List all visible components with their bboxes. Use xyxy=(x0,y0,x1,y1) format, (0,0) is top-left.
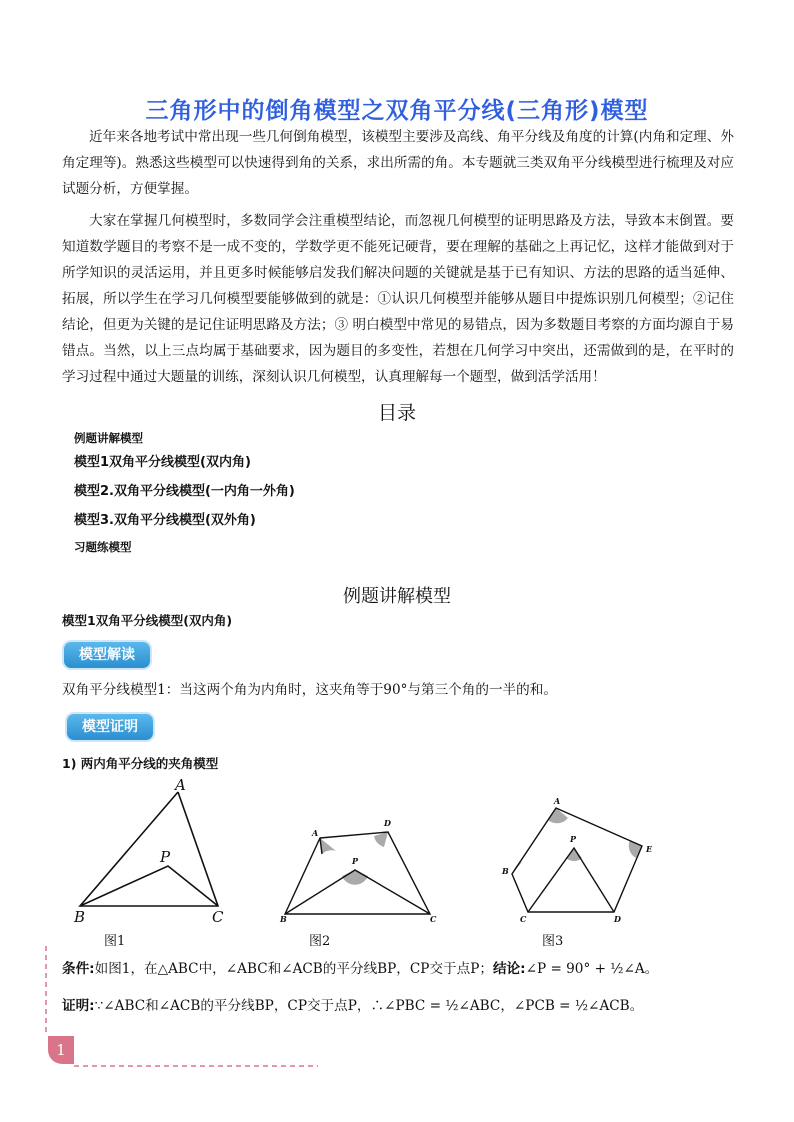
toc-item: 模型3.双角平分线模型(双外角) xyxy=(74,513,256,528)
fig3-label-b: B xyxy=(502,866,509,876)
fig3-label-a: A xyxy=(554,796,561,806)
fig1-label-c: C xyxy=(212,908,224,926)
fig2-label-b: B xyxy=(280,914,287,924)
fig2-label-p: P xyxy=(352,856,359,866)
toc-item: 例题讲解模型 xyxy=(74,431,143,445)
figure-caption-1: 图1 xyxy=(104,934,126,949)
model-title: 模型1双角平分线模型(双内角) xyxy=(62,613,233,628)
proof-label: 证明: xyxy=(62,998,95,1014)
page-title: 三角形中的倒角模型之双角平分线(三角形)模型 xyxy=(145,98,649,124)
condition-label: 条件: xyxy=(62,961,95,977)
fig1-label-b: B xyxy=(74,908,86,926)
fig3-label-p: P xyxy=(570,834,577,844)
toc-item: 习题练模型 xyxy=(74,540,132,554)
page-number: 1 xyxy=(48,1036,74,1064)
fig2-label-a: A xyxy=(312,828,319,838)
badge-model-explain: 模型解读 xyxy=(64,642,150,668)
fig1-label-p: P xyxy=(160,848,171,866)
fig3-label-d: D xyxy=(614,914,621,924)
figure-heading: 1) 两内角平分线的夹角模型 xyxy=(62,756,219,771)
toc-item: 模型1双角平分线模型(双内角) xyxy=(74,455,251,470)
fig2-label-c: C xyxy=(430,914,437,924)
toc-item: 模型2.双角平分线模型(一内角一外角) xyxy=(74,484,295,499)
conclusion-text: ∠P = 90° + ½∠A。 xyxy=(525,961,659,977)
toc-title: 目录 xyxy=(377,402,416,424)
intro-paragraph-1: 近年来各地考试中常出现一些几何倒角模型，该模型主要涉及高线、角平分线及角度的计算(内角和定理、外角定理等)。熟悉这些模型可以快速得到角的关系，求出所需的角。本专题就三类双角平分线模型进行梳理及对应试题分析，方便掌握。 xyxy=(62,129,734,197)
section-title: 例题讲解模型 xyxy=(343,586,451,607)
conclusion-label: 结论: xyxy=(492,961,526,977)
fig3-label-e: E xyxy=(646,844,653,854)
fig1-label-a: A xyxy=(175,776,186,794)
fig2-label-d: D xyxy=(384,818,391,828)
condition-text: 如图1，在△ABC中，∠ABC和∠ACB的平分线BP，CP交于点P； xyxy=(94,961,493,977)
badge-model-proof: 模型证明 xyxy=(67,714,153,740)
figure-caption-3: 图3 xyxy=(542,934,564,949)
intro-paragraph-2: 大家在掌握几何模型时，多数同学会注重模型结论，而忽视几何模型的证明思路及方法，导致本末倒置。要知道数学题目的考察不是一成不变的，学数学更不能死记硬背，要在理解的基础之上再记忆，这样才能做到对于所学知识的灵活运用，并且更多时候能够启发我们解决问题的关键就是基于已有知识、方法的思路的适当延伸、拓展，所以学生在学习几何模型要能够做到的就是：①认识几何模型并能够从题目中提炼识别几何模型；②记住结论，但更为关键的是记住证明思路及方法；③ 明白模型中常见的易错点，因为多数题目考察的方面均源自于易错点。当然，以上三点均属于基础要求，因为题目的多变性，若想在几何学习中突出，还需做到的是，在平时的学习过程中通过大题量的训练，深刻认识几何模型，认真理解每一个题型，做到活学活用！ xyxy=(62,213,734,385)
explain-text: 双角平分线模型1：当这两个角为内角时，这夹角等于90°与第三个角的一半的和。 xyxy=(62,682,557,698)
figure-caption-2: 图2 xyxy=(309,934,331,949)
fig3-label-c: C xyxy=(520,914,527,924)
proof-text: ∵∠ABC和∠ACB的平分线BP，CP交于点P，∴∠PBC = ½∠ABC，∠PCB = ½∠ACB。 xyxy=(94,998,644,1014)
